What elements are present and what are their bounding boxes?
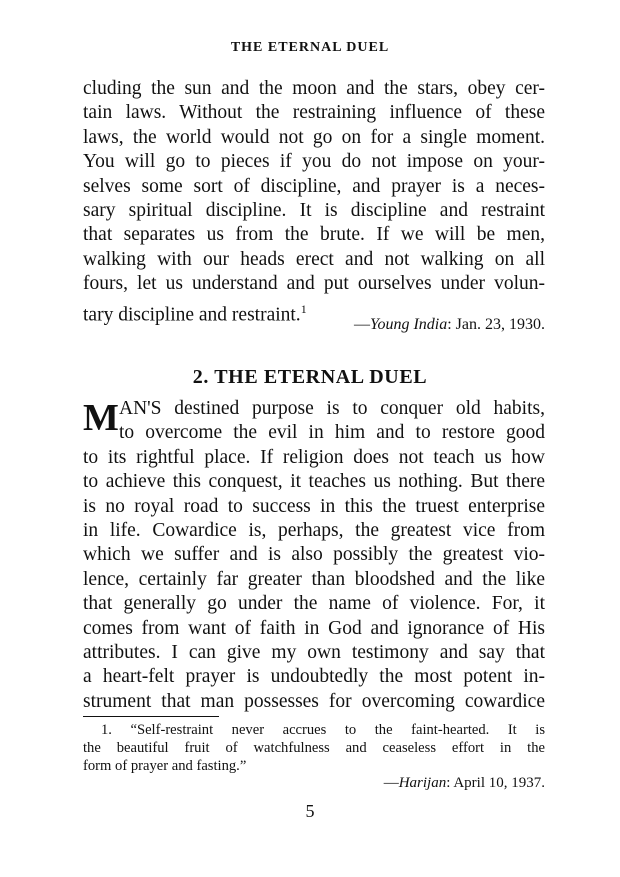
text-line: strument that man possesses for overcoming cowardice [83,690,545,712]
text-line: is no royal road to success in this the truest enterprise [83,495,545,517]
text-line: comes from want of faith in God and ignorance of His [83,617,545,639]
footnote-line: the beautiful fruit of watchfulness and ceaseless effort in the [83,740,545,756]
text-line: walking with our heads erect and not walking on all [83,248,545,270]
footnote-rule [83,716,219,717]
footnote [83,721,545,775]
text-line: attributes. I can give my own testimony and say that [83,642,545,664]
running-head: THE ETERNAL DUEL [230,40,390,55]
text-line: laws, the world would not go on for a single moment. [83,126,545,148]
citation-date: : Jan. 23, 1930. [447,316,545,333]
footnote-citation-dash: — [383,775,399,791]
text-line: in life. Cowardice is, perhaps, the greatest vice from [83,520,545,542]
footnote-citation-date: : April 10, 1937. [446,775,545,791]
text-line: to achieve this conquest, it teaches us nothing. But there [83,471,545,493]
citation-source: Young India [370,316,448,333]
text-line: a heart-felt prayer is undoubtedly the most potent in- [83,666,545,688]
citation-young-india [354,316,545,334]
text-line: to its rightful place. If religion does not teach us how [83,446,545,468]
text-line: to overcome the evil in him and to restore good [119,422,545,444]
text-line: selves some sort of discipline, and prayer is a neces- [83,175,545,197]
paragraph-continued [83,77,545,328]
citation-dash: — [354,316,371,333]
text-line: You will go to pieces if you do not impose on your- [83,151,545,173]
text-line: that generally go under the name of violence. For, it [83,593,545,615]
section-title: 2. THE ETERNAL DUEL [192,366,428,388]
paragraph-eternal-duel [83,397,545,714]
text-line: which we suffer and is also possibly the greatest vio- [83,544,545,566]
text-line: lence, certainly far greater than bloodshed and the like [83,568,545,590]
text-line-last-content: tary discipline and restraint. [83,304,301,326]
citation-harijan [384,775,545,792]
drop-cap: M [83,397,119,439]
text-line: that separates us from the brute. If we will be men, [83,224,545,246]
footnote-citation-source: Harijan [398,775,447,791]
text-line: AN'S destined purpose is to conquer old habits, [119,398,545,419]
text-line: cluding the sun and the moon and the stars, obey cer- [83,78,545,99]
footnote-line: 1. “Self-restraint never accrues to the faint-hearted. It is [101,722,545,738]
footnote-reference: 1 [300,301,307,316]
text-line: sary spiritual discipline. It is discipline and restraint [83,200,545,222]
page-number: 5 [305,801,315,821]
text-line: fours, let us understand and put ourselves under volun- [83,273,545,295]
text-line: tain laws. Without the restraining influence of these [83,102,545,124]
footnote-line: form of prayer and fasting.” [83,758,247,774]
